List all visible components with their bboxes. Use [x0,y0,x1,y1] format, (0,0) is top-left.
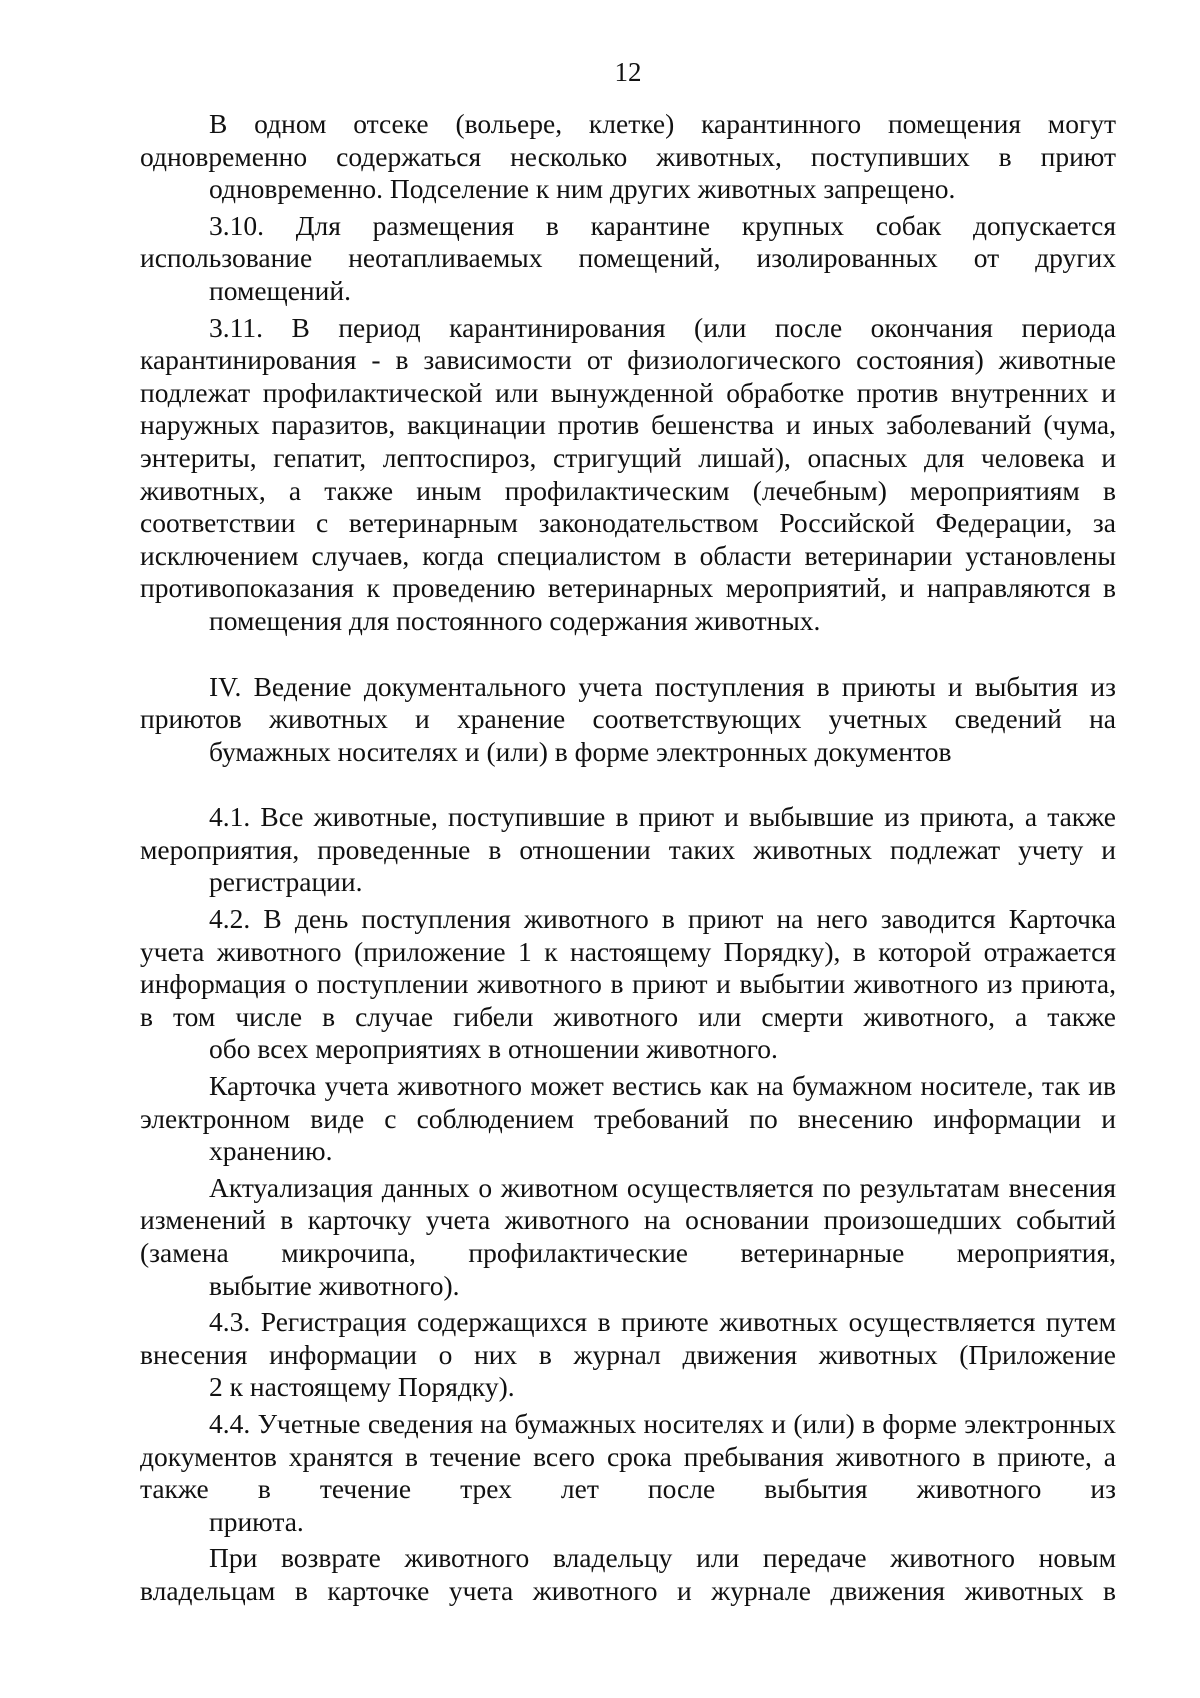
paragraph-last-line: приюта. [209,1505,304,1537]
paragraph-last-line: одновременно. Подселение к ним других животных запрещено. [209,173,956,205]
paragraph-data-update [140,1172,1116,1302]
paragraph-return-to-owner [140,1542,1116,1607]
paragraph-text: В одном отсеке (вольере, клетке) карантинного помещения могут одновременно содержаться несколько животных, поступивших в приют [140,108,1116,172]
paragraph-text: 3.11. В период карантинирования (или после окончания периода карантинирования - в зависимости от физиологического состояния) животные подлежат профилактической или вынужденной обработке против внутренних и наружных паразитов, вакцинации против бешенства и иных заболеваний (чума, энтериты, гепатит, лептоспироз, стригущий лишай), опасных для человека и животных, а также иным профилактическим (лечебным) мероприятиям в соответствии с ветеринарным законодательством Российской Федерации, за исключением случаев, когда специалистом в области ветеринарии установлены противопоказания к проведению ветеринарных мероприятий, и направляются в [140,311,1116,604]
paragraph-record-card [140,1070,1116,1168]
section-heading-iv [140,671,1116,769]
paragraph-4-3 [140,1306,1116,1404]
page-number: 12 [614,57,642,87]
paragraph-3-11 [140,312,1116,638]
heading-last-line: бумажных носителях и (или) в форме электронных документов [209,735,952,767]
paragraph-last-line: регистрации. [209,866,363,898]
paragraph-text: 4.3. Регистрация содержащихся в приюте животных осуществляется путем внесения информации о них в журнал движения животных (Приложение [140,1306,1116,1370]
paragraph-4-4 [140,1408,1116,1538]
paragraph-last-line: помещения для постоянного содержания животных. [209,604,821,636]
paragraph-last-line: помещений. [209,274,351,306]
paragraph-text: Актуализация данных о животном осуществляется по результатам внесения изменений в карточку учета животного на основании произошедших событий (замена микрочипа, профилактические ветеринарные мероприятия, [140,1171,1116,1268]
paragraph-3-10 [140,210,1116,308]
paragraph-last-line: хранению. [209,1135,333,1167]
document-page [140,55,1116,1608]
paragraph-text: При возврате животного владельцу или передаче животного новым владельцам в карточке учета животного и журнале движения животных в [140,1542,1116,1606]
paragraph-text: 4.2. В день поступления животного в приют на него заводится Карточка учета животного (приложение 1 к настоящему Порядку), в которой отражается информация о поступлении животного в приют и выбытии животного из приюта, в том числе в случае гибели животного или смерти животного, а также [140,903,1116,1032]
heading-text: IV. Ведение документального учета поступления в приюты и выбытия из приютов животных и хранение соответствующих учетных сведений на [140,670,1116,735]
paragraph-4-1 [140,801,1116,899]
paragraph-quarantine-compartment [140,108,1116,206]
paragraph-4-2 [140,903,1116,1066]
paragraph-last-line: 2 к настоящему Порядку). [209,1371,515,1403]
paragraph-text: 4.4. Учетные сведения на бумажных носителях и (или) в форме электронных документов хранятся в течение всего срока пребывания животного в приюте, а также в течение трех лет после выбытия животного из [140,1407,1116,1505]
paragraph-text: 3.10. Для размещения в карантине крупных собак допускается использование неотапливаемых помещений, изолированных от других [140,209,1116,274]
paragraph-text: 4.1. Все животные, поступившие в приют и выбывшие из приюта, а также мероприятия, проведенные в отношении таких животных подлежат учету и [140,801,1116,865]
paragraph-last-line: выбытие животного). [209,1269,460,1301]
paragraph-text: Карточка учета животного может вестись как на бумажном носителе, так ив электронном виде с соблюдением требований по внесению информации и [140,1070,1116,1134]
paragraph-last-line: обо всех мероприятиях в отношении животного. [209,1033,778,1065]
